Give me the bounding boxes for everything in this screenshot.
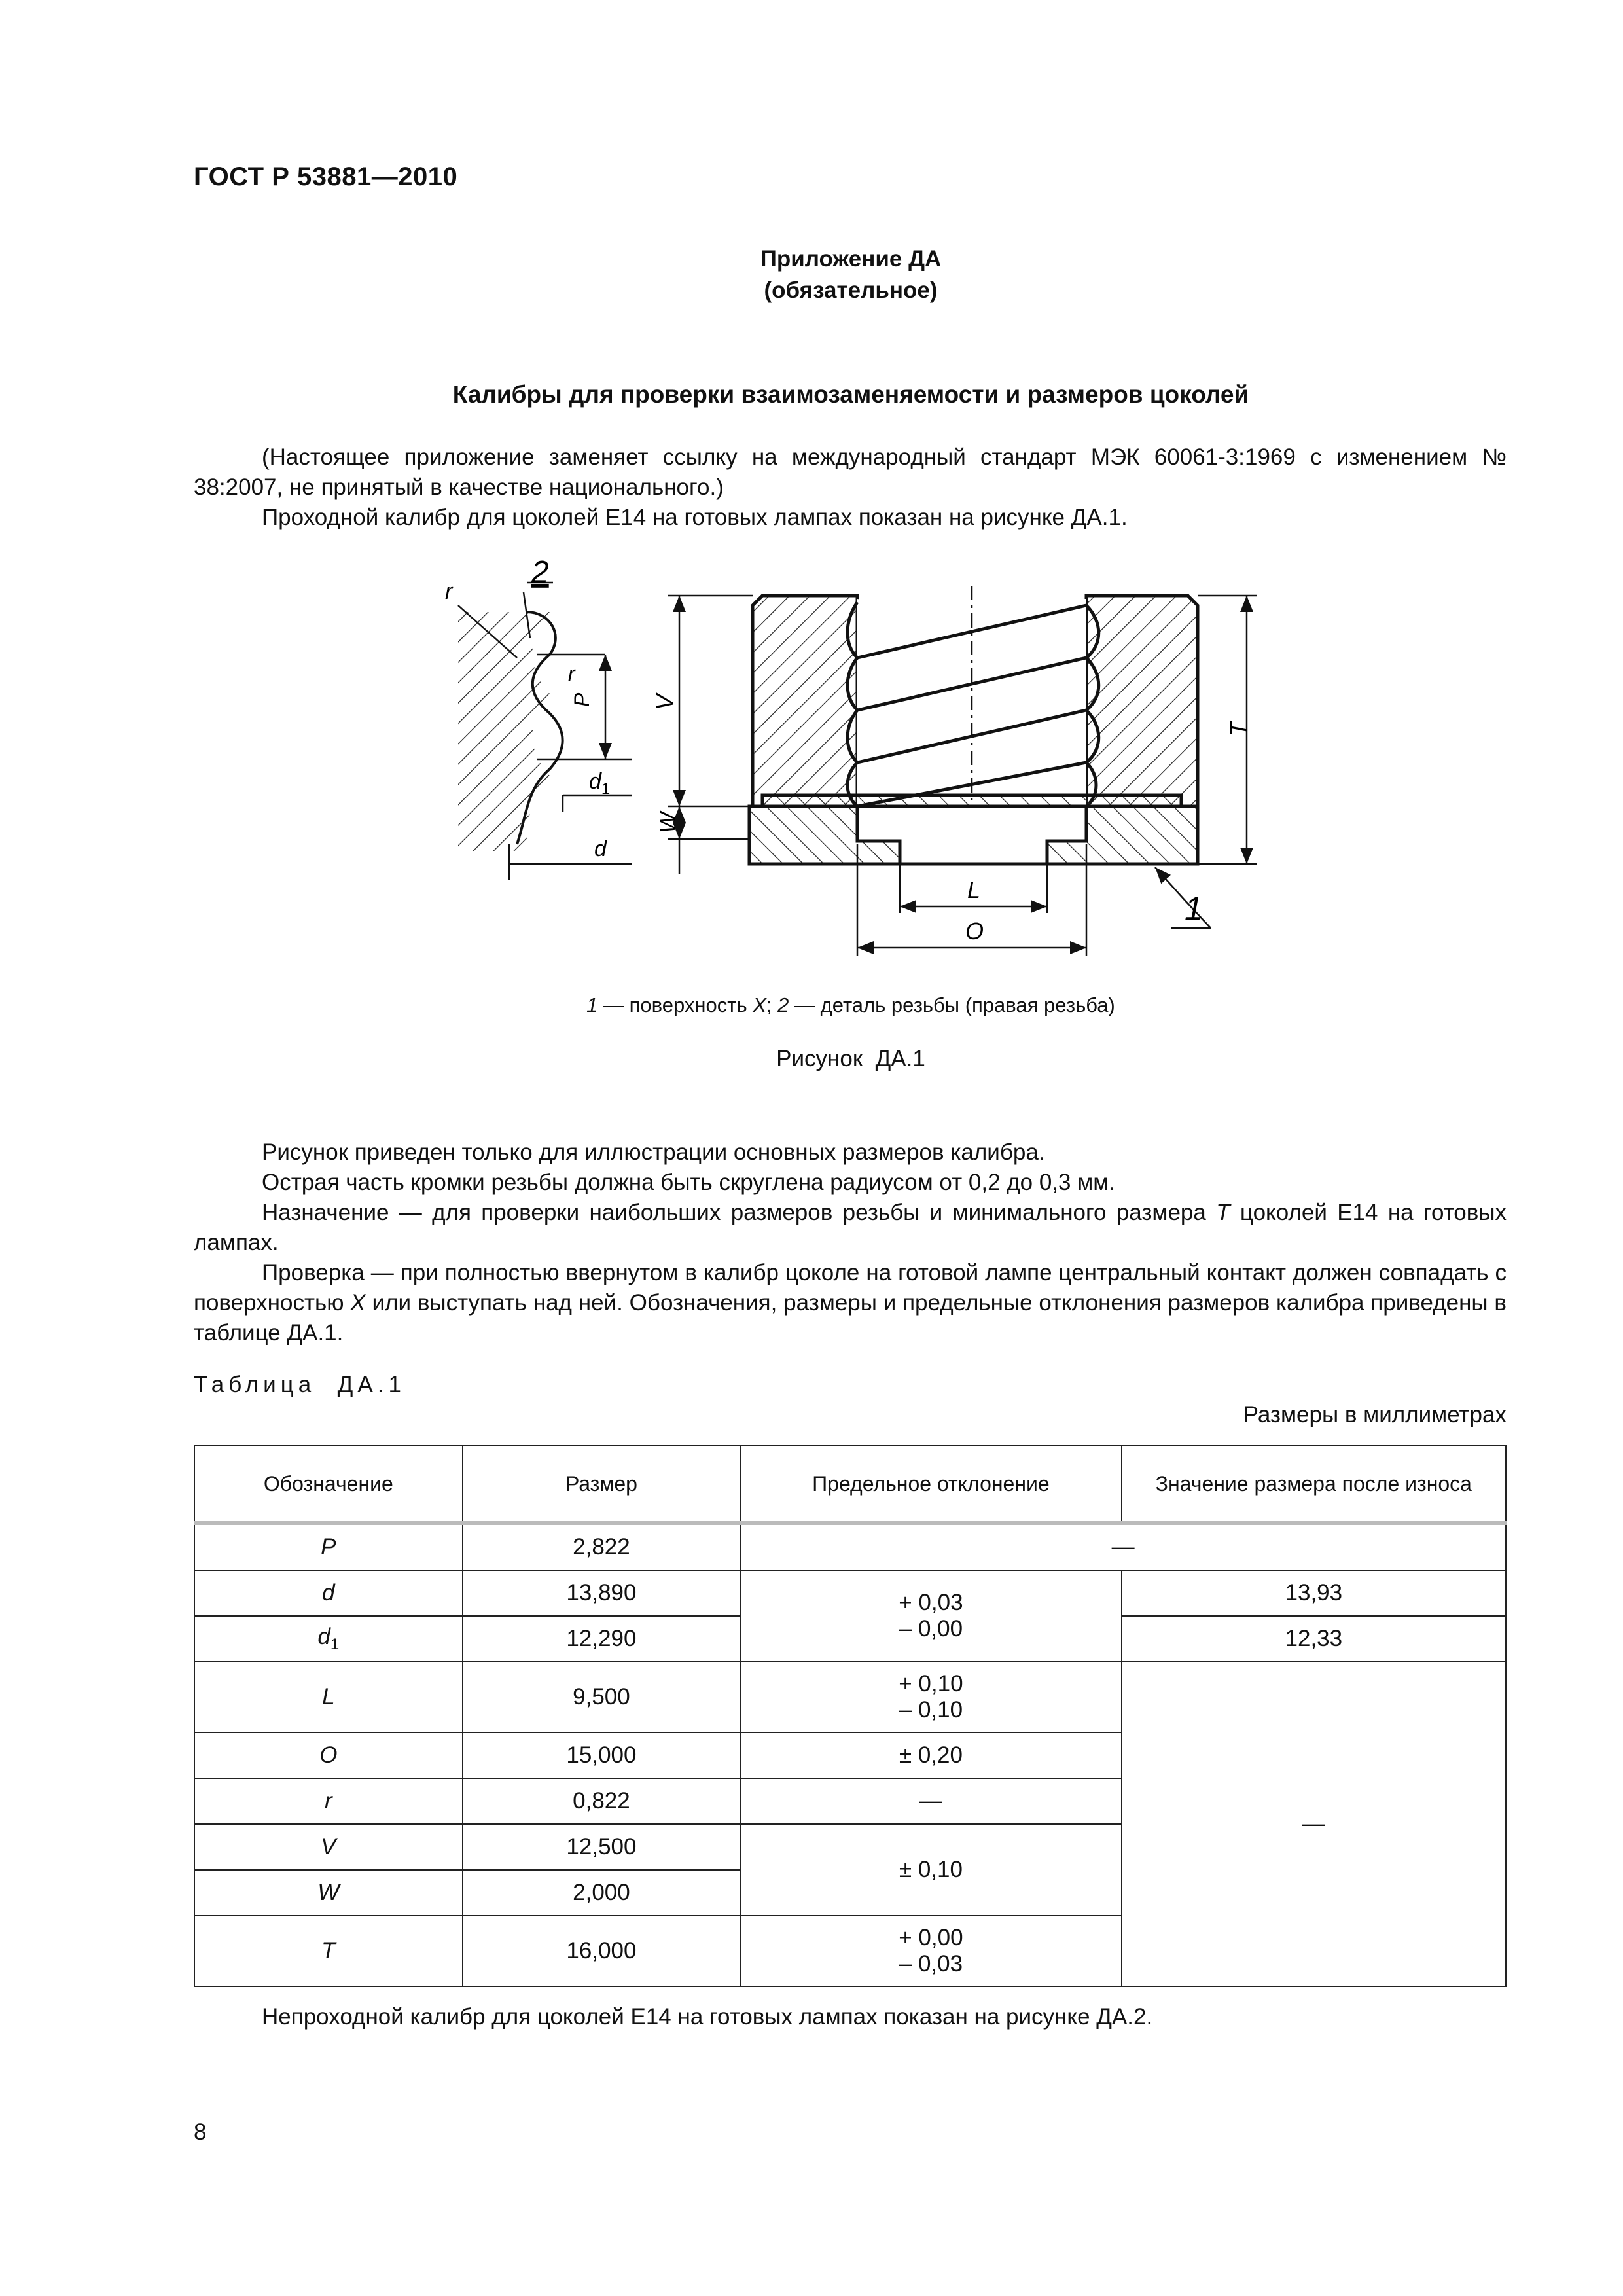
table-header-row [194,1446,1506,1523]
fig-label-v: V [651,694,678,710]
dimensions-table [194,1445,1507,1987]
body-paragraph-3: Назначение — для проверки наибольших размеров резьбы и минимального размера T цоколей Е14 на готовых лампах. [194,1200,1507,1255]
figure-caption: Рисунок ДА.1 [776,1046,925,1071]
fig-label-r1: r [445,579,453,604]
gauge-body [749,586,1198,864]
cell-tolerance: — [740,1778,1121,1824]
table-units: Размеры в миллиметрах [1243,1402,1507,1427]
section-title: Калибры для проверки взаимозаменяемости и размеров цоколей [452,381,1249,408]
cell-symbol: L [194,1662,463,1732]
cell-symbol: P [194,1523,463,1570]
cell-symbol: V [194,1824,463,1870]
page-number: 8 [194,2119,207,2145]
cell-tolerance: + 0,00 – 0,03 [740,1916,1121,1986]
fig-label-p: P [570,692,594,707]
intro-paragraph-1: (Настоящее приложение заменяет ссылку на международный стандарт МЭК 60061-3:1969 с изменением № 38:2007, не принятый в качестве национального.) [194,444,1507,500]
cell-wear: 12,33 [1122,1616,1506,1662]
body-paragraph-2: Острая часть кромки резьбы должна быть скруглена радиусом от 0,2 до 0,3 мм. [262,1170,1116,1195]
fig-label-o: O [965,918,984,944]
header-wear-value: Значение размера после износа [1122,1446,1506,1523]
table-label: Таблица ДА.1 [194,1372,406,1397]
fig-label-t: T [1225,722,1252,736]
cell-tolerance: + 0,10 – 0,10 [740,1662,1121,1732]
cell-size: 15,000 [463,1732,741,1778]
header-size: Размер [463,1446,741,1523]
fig-label-d: d [594,836,607,861]
cell-symbol: O [194,1732,463,1778]
cell-size: 0,822 [463,1778,741,1824]
table-row [194,1662,1506,1732]
cell-size: 2,000 [463,1870,741,1916]
cell-symbol: T [194,1916,463,1986]
cell-tolerance: ± 0,10 [740,1824,1121,1916]
cell-size: 12,500 [463,1824,741,1870]
cell-wear: — [1122,1662,1506,1986]
cell-tolerance: + 0,03 – 0,00 [740,1570,1121,1662]
appendix-status: (обязательное) [764,278,938,303]
thread-detail [458,583,632,880]
cell-size: 9,500 [463,1662,741,1732]
header-tolerance: Предельное отклонение [740,1446,1121,1523]
table-row [194,1570,1506,1616]
header-designation: Обозначение [194,1446,463,1523]
fig-callout-2: 2 [531,555,549,590]
cell-symbol: $d_1$ [194,1616,463,1662]
body-paragraph-1: Рисунок приведен только для иллюстрации основных размеров калибра. [262,1139,1045,1165]
cell-symbol: r [194,1778,463,1824]
fig-callout-1: 1 [1185,890,1203,927]
cell-size: 2,822 [463,1523,741,1570]
table-row [194,1523,1506,1570]
cell-symbol: d [194,1570,463,1616]
cell-wear: 13,93 [1122,1570,1506,1616]
intro-paragraph-2: Проходной калибр для цоколей Е14 на готовых лампах показан на рисунке ДА.1. [262,505,1128,530]
cell-tolerance: ± 0,20 [740,1732,1121,1778]
body-paragraph-4: Проверка — при полностью ввернутом в калибр цоколе на готовой лампе центральный контакт должен совпадать с поверхностью X или выступать над ней. Обозначения, размеры и предельные отклонения размеров калибра приведены в таблице ДА.1. [194,1260,1507,1346]
cell-size: 12,290 [463,1616,741,1662]
fig-label-w: W [656,812,681,833]
appendix-title: Приложение ДА [760,246,942,272]
fig-label-d1: $d_1$ [589,769,611,798]
fig-label-r2: r [568,662,575,685]
closing-paragraph: Непроходной калибр для цоколей Е14 на готовых лампах показан на рисунке ДА.2. [262,2004,1153,2030]
document-code: ГОСТ Р 53881—2010 [194,162,458,191]
fig-label-l: L [967,876,981,903]
cell-symbol: W [194,1870,463,1916]
cell-tolerance: — [740,1523,1506,1570]
cell-size: 13,890 [463,1570,741,1616]
figure-legend: 1 — поверхность X; 2 — деталь резьбы (правая резьба) [586,994,1115,1016]
cell-size: 16,000 [463,1916,741,1986]
